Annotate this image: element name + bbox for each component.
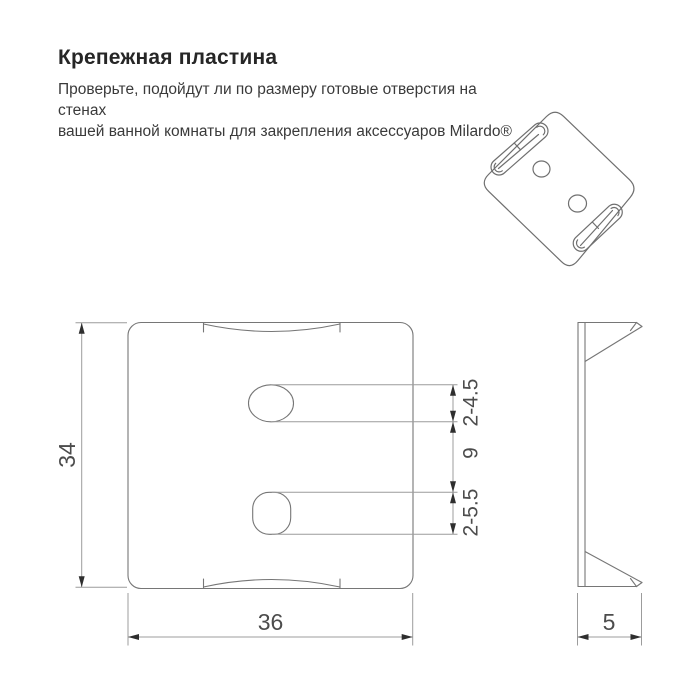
side-top-hook-fold: [631, 323, 637, 331]
page-title: Крепежная пластина: [58, 46, 278, 69]
iso-screw-hole-upper: [533, 161, 550, 177]
label-width-36: 36: [257, 609, 284, 635]
iso-screw-hole-lower: [569, 195, 587, 212]
side-top-hook: [578, 323, 642, 362]
front-view: [128, 323, 413, 589]
side-bottom-hook: [578, 552, 642, 587]
arrow-34-top: [79, 323, 85, 334]
arrow-36-right: [402, 634, 413, 640]
arrow-245-top: [450, 385, 456, 396]
label-thickness-5: 5: [602, 609, 616, 635]
arrow-255-bottom: [450, 523, 456, 534]
dimension-height-34: [54, 323, 127, 588]
subtitle-line-2: вашей ванной комнаты для закрепления аксессуаров Milardo®: [58, 123, 512, 140]
side-top-hook-slope: [585, 327, 642, 362]
isometric-view: [484, 112, 634, 265]
side-bottom-hook-fold: [631, 579, 637, 587]
top-recess-arc: [204, 324, 341, 332]
side-bottom-hook-slope: [585, 552, 642, 583]
label-bottom-hole-2-5.5: 2-5.5: [459, 488, 483, 537]
plate-outline: [128, 323, 413, 589]
arrow-245-bottom: [450, 411, 456, 422]
bottom-recess-arc: [204, 580, 341, 588]
label-hole-gap-9: 9: [459, 447, 483, 459]
bottom-recess: [204, 579, 341, 589]
bottom-hole: [253, 492, 291, 534]
dimension-width-36: [128, 593, 413, 646]
side-view: [578, 323, 642, 587]
iso-slot-upper-tab-cap: [537, 126, 545, 135]
side-top-hook-tip: [637, 323, 643, 327]
iso-plate-outline: [484, 112, 634, 265]
top-recess: [204, 323, 341, 333]
arrow-255-top: [450, 492, 456, 503]
dimension-holes: [271, 379, 482, 537]
side-bottom-hook-tip: [637, 583, 643, 587]
arrow-5-right: [631, 634, 642, 640]
top-hole: [249, 385, 294, 422]
iso-hook-slot-upper: [491, 123, 548, 175]
arrow-36-left: [128, 634, 139, 640]
label-top-hole-2-4.5: 2-4.5: [459, 378, 483, 427]
arrow-9-bottom: [450, 481, 456, 492]
arrow-9-top: [450, 422, 456, 433]
iso-slot-lower-fold: [592, 222, 598, 229]
subtitle-line-1: Проверьте, подойдут ли по размеру готовые отверстия на стенах: [58, 81, 477, 119]
dimension-thickness-5: [578, 593, 642, 646]
label-height-34: 34: [54, 442, 81, 468]
iso-slot-lower-floor: [577, 240, 585, 248]
arrow-5-left: [578, 634, 589, 640]
arrow-34-bottom: [79, 576, 85, 587]
